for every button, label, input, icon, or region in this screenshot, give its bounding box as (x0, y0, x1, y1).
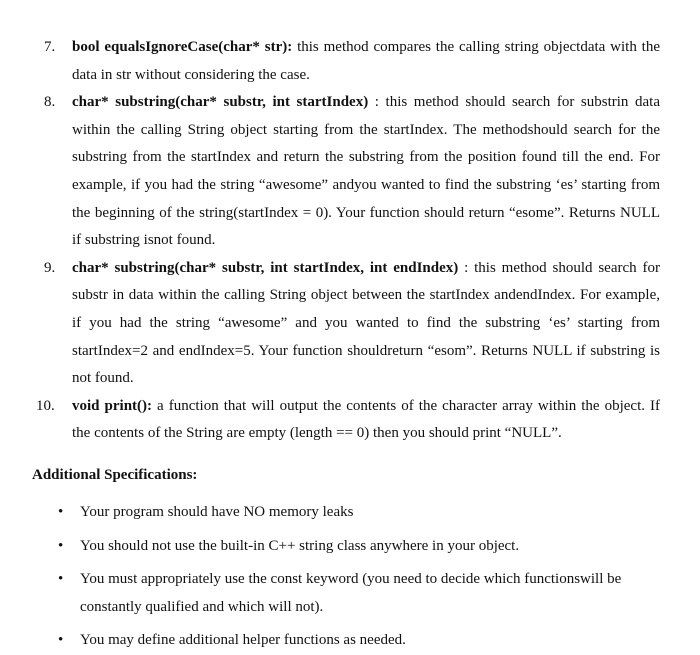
method-item-substring-start (32, 89, 660, 255)
method-description: : this method should search for substr in data within the calling String object between the startIndex andendIndex. For example, if you had the string “awesome” and you wanted to find the substring ‘es’ starting from startIndex=2 and endIndex=5. Your function shouldreturn “esom”. Returns NULL if substring is not found. (72, 259, 660, 387)
spec-bullet-const-keyword (32, 566, 660, 621)
additional-specifications-heading: Additional Specifications: (32, 466, 198, 483)
spec-bullet-no-string-class (32, 533, 660, 561)
method-item-substring-range (32, 255, 660, 393)
method-list (32, 34, 660, 448)
bullet-icon: • (58, 632, 64, 649)
bullet-icon: • (58, 571, 64, 588)
spec-text: Your program should have NO memory leaks (80, 503, 354, 520)
item-number: 9. (44, 259, 56, 276)
method-signature: char* substring(char* substr, int startIndex) (72, 94, 369, 111)
spec-text: You must appropriately use the const keyword (you need to decide which functionswill be constantly qualified and which will not). (80, 571, 622, 615)
spec-bullet-memory-leaks (32, 499, 660, 527)
method-item-print (32, 393, 660, 448)
method-description: : this method should search for substrin data within the calling String object starting from the startIndex. The methodshould search for the substring from the startIndex and return the substring from the position found till the end. For example, if you had the string “awesome” andyou wanted to find the substring ‘es’ starting from the beginning of the string(startIndex = 0). Your function should return “esome”. Returns NULL if substring isnot found. (72, 94, 660, 249)
bullet-icon: • (58, 537, 64, 554)
method-description: this method compares the calling string objectdata with the data in str without considering the case. (72, 39, 660, 83)
method-signature: bool equalsIgnoreCase(char* str): (72, 39, 293, 55)
spec-bullet-helper-functions (32, 627, 660, 655)
spec-text: You may define additional helper functions as needed. (80, 632, 406, 649)
item-number: 8. (44, 94, 56, 111)
method-signature: char* substring(char* substr, int startIndex, int endIndex) (72, 259, 459, 276)
bullet-icon: • (58, 503, 64, 520)
spec-text: You should not use the built-in C++ string class anywhere in your object. (80, 537, 520, 554)
additional-specifications-list (32, 499, 660, 655)
method-description: a function that will output the contents of the character array within the object. If the contents of the String are empty (length == 0) then you should print “NULL”. (72, 397, 660, 442)
item-number: 10. (36, 397, 55, 414)
method-signature: void print(): (72, 397, 153, 414)
item-number: 7. (44, 39, 56, 55)
method-item-equals-ignore-case (32, 34, 660, 89)
